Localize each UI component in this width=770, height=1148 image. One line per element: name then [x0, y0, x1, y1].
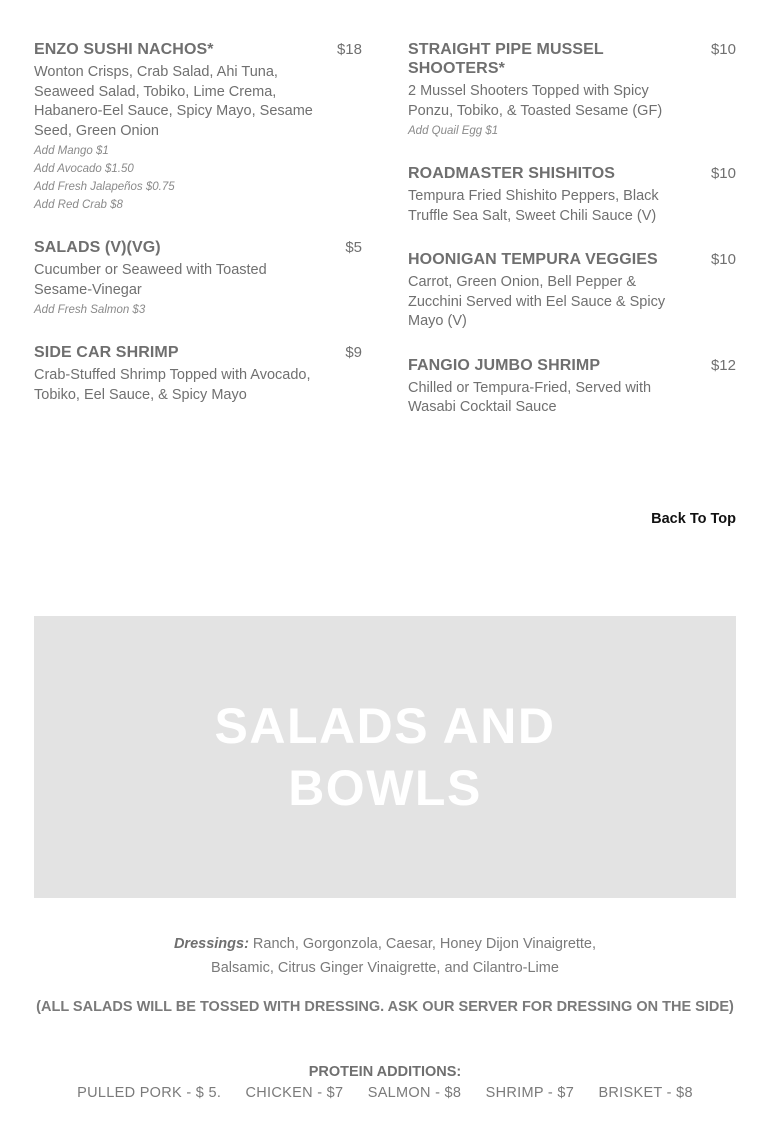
item-addons	[34, 142, 362, 214]
dressings-info	[34, 932, 736, 980]
section-title-line: BOWLS	[288, 760, 482, 816]
item-description: 2 Mussel Shooters Topped with Spicy Ponzu, Tobiko, & Toasted Sesame (GF)	[408, 83, 663, 119]
menu-column-left	[34, 40, 362, 429]
item-price: $10	[710, 41, 736, 58]
menu-item	[408, 164, 736, 226]
dressings-list-cont: Balsamic, Citrus Ginger Vinaigrette, and Cilantro-Lime	[211, 960, 559, 976]
menu-item	[34, 343, 362, 405]
item-addons	[34, 301, 362, 319]
item-name: ENZO SUSHI NACHOS*	[34, 41, 214, 58]
item-addon: Add Fresh Jalapeños $0.75	[34, 181, 175, 193]
item-price: $18	[336, 41, 362, 58]
item-description: Wonton Crisps, Crab Salad, Ahi Tuna, Seaweed Salad, Tobiko, Lime Crema, Habanero-Eel Sauce, Spicy Mayo, Sesame Seed, Green Onion	[34, 64, 313, 139]
menu-item	[34, 238, 362, 319]
item-name: SALADS (V)(VG)	[34, 239, 161, 256]
item-addon: Add Quail Egg $1	[408, 125, 499, 137]
protein-list	[34, 1085, 736, 1101]
item-price: $5	[345, 239, 362, 256]
back-to-top-link[interactable]: Back To Top	[651, 511, 736, 527]
item-addon: Add Fresh Salmon $3	[34, 304, 146, 316]
item-name: SIDE CAR SHRIMP	[34, 344, 179, 361]
menu-item	[408, 356, 736, 418]
item-description: Cucumber or Seaweed with Toasted Sesame-Vinegar	[34, 262, 267, 298]
protein-item: SHRIMP - $7	[485, 1085, 575, 1101]
menu-item	[408, 40, 736, 140]
menu-column-right	[408, 40, 736, 442]
item-description: Chilled or Tempura-Fried, Served with Wasabi Cocktail Sauce	[408, 379, 652, 415]
item-addon: Add Red Crab $8	[34, 199, 123, 211]
item-description: Tempura Fried Shishito Peppers, Black Truffle Sea Salt, Sweet Chili Sauce (V)	[408, 188, 659, 224]
item-price: $12	[710, 356, 736, 374]
protein-item: CHICKEN - $7	[245, 1085, 344, 1101]
dressing-notice: (ALL SALADS WILL BE TOSSED WITH DRESSING. ASK OUR SERVER FOR DRESSING ON THE SIDE)	[36, 999, 734, 1015]
protein-item: BRISKET - $8	[598, 1085, 693, 1101]
protein-item: PULLED PORK - $ 5.	[77, 1085, 222, 1101]
dressings-label: Dressings:	[173, 936, 249, 952]
item-description: Crab-Stuffed Shrimp Topped with Avocado, Tobiko, Eel Sauce, & Spicy Mayo	[34, 367, 311, 403]
section-title-line: SALADS AND	[214, 698, 556, 754]
section-banner	[34, 616, 736, 898]
item-price: $10	[710, 251, 736, 268]
item-description: Carrot, Green Onion, Bell Pepper & Zucchini Served with Eel Sauce & Spicy Mayo (V)	[408, 274, 666, 329]
item-name: STRAIGHT PIPE MUSSEL SHOOTERS*	[408, 41, 604, 77]
item-price: $9	[345, 344, 362, 361]
item-name: ROADMASTER SHISHITOS	[408, 165, 616, 182]
menu-item	[34, 40, 362, 214]
item-addon: Add Avocado $1.50	[34, 163, 134, 175]
dressings-list: Ranch, Gorgonzola, Caesar, Honey Dijon Vinaigrette,	[248, 936, 597, 952]
item-price: $10	[710, 165, 736, 182]
item-name: HOONIGAN TEMPURA VEGGIES	[408, 251, 658, 268]
item-addons	[408, 122, 736, 140]
item-addon: Add Mango $1	[34, 145, 109, 157]
protein-title: PROTEIN ADDITIONS:	[308, 1064, 462, 1080]
section-title	[205, 695, 565, 819]
menu-item	[408, 250, 736, 332]
protein-item: SALMON - $8	[367, 1085, 462, 1101]
item-name: FANGIO JUMBO SHRIMP	[408, 356, 601, 374]
